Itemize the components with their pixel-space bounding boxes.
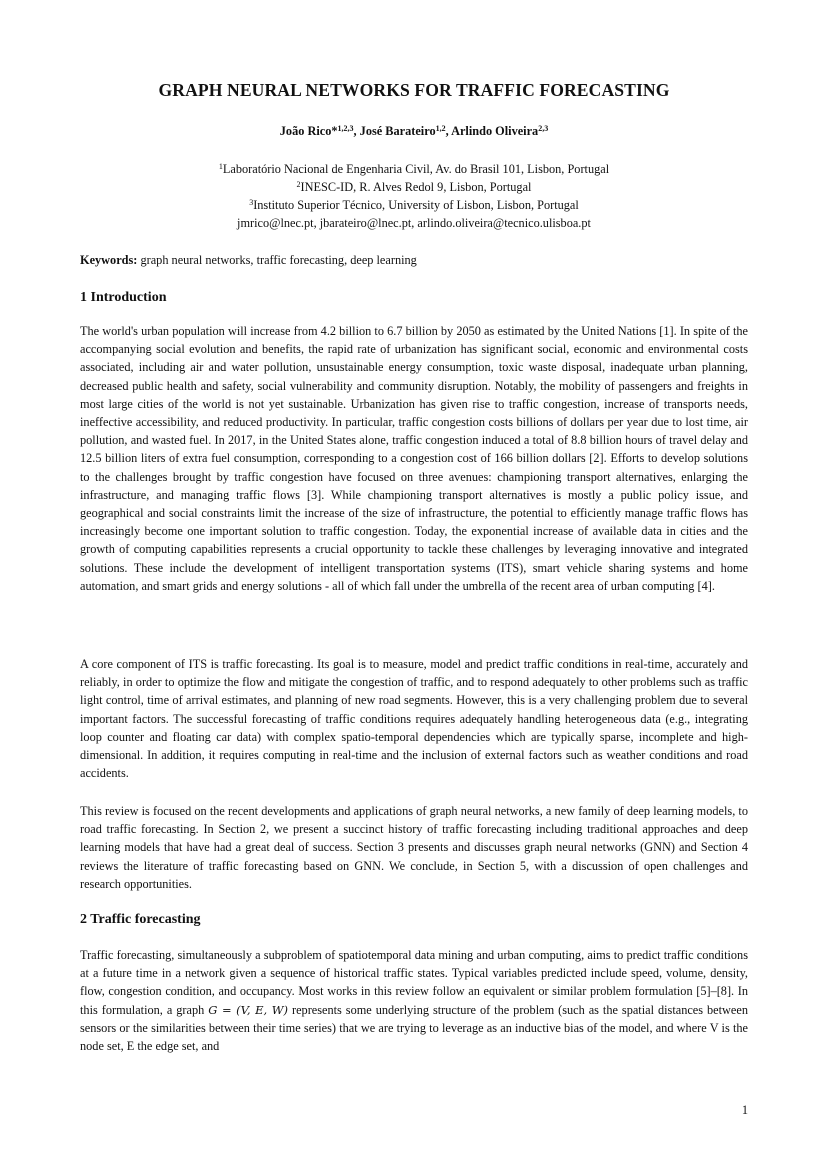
- keywords-label: Keywords:: [80, 253, 138, 267]
- intro-paragraph-3: This review is focused on the recent developments and applications of graph neural networks, a new family of deep learning models, to road traffic forecasting. In Section 2, we present a succinct history of traffic forecasting including traditional approaches and deep learning models that have had a great deal of success. Section 3 presents and discusses graph neural networks (GNN) and Section 4 reviews the literature of traffic forecasting based on GNN. We conclude, in Section 5, with a discussion of open challenges and research opportunities.: [80, 804, 748, 891]
- affiliation-2: $^2$INESC-ID, R. Alves Redol 9, Lisbon, Portugal: [296, 180, 532, 194]
- author-list: [80, 124, 748, 139]
- section-heading-traffic-forecasting: 2 Traffic forecasting: [80, 912, 201, 927]
- affiliation-3: $^3$Instituto Superior Técnico, University of Lisbon, Lisbon, Portugal: [249, 198, 579, 212]
- page-number: 1: [741, 1103, 748, 1117]
- traffic-paragraph-1: Traffic forecasting, simultaneously a subproblem of spatiotemporal data mining and urban computing, aims to predict traffic conditions at a future time in a network given a sequence of historical traffic states. Typical variables predicted include speed, volume, density, flow, congestion condition, and occupancy. Most works in this review follow an equivalent or similar problem formulation [5]–[8]. In this formulation, a graph G = (V, E, W) represents some underlying structure of the problem (such as the spatial distances between sensors or the similarities between their time series) that we are trying to leverage as an inductive bias of the model, and where V is the node set, E the edge set, and: [80, 948, 748, 1054]
- graph-equation: G = (V, E, W): [208, 1002, 289, 1017]
- intro-paragraph-1: The world's urban population will increase from 4.2 billion to 6.7 billion by 2050 as estimated by the United Nations [1]. In spite of the accompanying social evolution and benefits, the rapid rate of urbanization has significant social, economic and environmental costs associated, including air and water pollution, unsustainable energy consumption, toxic waste disposal, inadequate urban planning, decreased public health and safety, social vulnerability and community disruption. Notably, the mobility of passengers and freights in most large cities of the world is not yet sustainable. Urbanization has given rise to traffic congestion, increase of transports needs, ineffective accessibility, and reduced productivity. In particular, traffic congestion costs billions of dollars per year due to lost time, air pollution, and wasted fuel. In 2017, in the United States alone, traffic congestion induced a total of 8.8 billion hours of travel delay and 12.5 billion liters of extra fuel consumption, corresponding to a congestion cost of 166 billion dollars [2]. Efforts to develop solutions to the challenges brought by traffic congestion have focused on three avenues: championing transport alternatives, enlarging the infrastructure, and managing traffic flows [3]. While championing transport alternatives is mostly a public policy issue, and geographical and social constraints limit the increase of the size of infrastructure, the potential to efficiently manage traffic flows has increasingly become one important solution to traffic congestion. Today, the exponential increase of available data in cities and the growth of computing capabilities represents a crucial opportunity to tackle these challenges by leveraging innovative and integrated solutions. These include the development of intelligent transportation systems (ITS), smart vehicle sharing systems and home automation, and smart grids and energy solutions - all of which fall under the umbrella of the recent area of urban computing [4].: [80, 324, 748, 593]
- intro-paragraph-2: A core component of ITS is traffic forecasting. Its goal is to measure, model and predict traffic conditions in real-time, accurately and reliably, in order to optimize the flow and mitigate the congestion of traffic, and to respond adequately to other problems such as traffic light control, time of arrival estimates, and planning of new road segments. However, this is a very challenging problem due to several important factors. The successful forecasting of traffic conditions requires adequately handling heterogeneous data (e.g., integrating loop counter and floating car data) with complex spatio-temporal dependencies which are typically sparse, incomplete and high-dimensional. In addition, it requires computing in real-time and the inclusion of external factors such as weather conditions and road accidents.: [80, 657, 748, 781]
- section-heading-introduction: 1 Introduction: [80, 290, 167, 305]
- author-1: João Rico*$^{1,2,3}$,: [279, 124, 360, 138]
- author-emails: jmrico@lnec.pt, jbarateiro@lnec.pt, arlindo.oliveira@tecnico.ulisboa.pt: [237, 216, 591, 230]
- keywords-text: graph neural networks, traffic forecasting, deep learning: [140, 253, 417, 267]
- affiliation-1: $^1$Laboratório Nacional de Engenharia Civil, Av. do Brasil 101, Lisbon, Portugal: [218, 162, 610, 176]
- author-2: José Barateiro$^{1,2}$,: [359, 124, 452, 138]
- paper-title: GRAPH NEURAL NETWORKS FOR TRAFFIC FORECASTING: [158, 80, 670, 100]
- keywords: [80, 253, 748, 268]
- author-3: Arlindo Oliveira$^{2,3}$: [451, 124, 549, 138]
